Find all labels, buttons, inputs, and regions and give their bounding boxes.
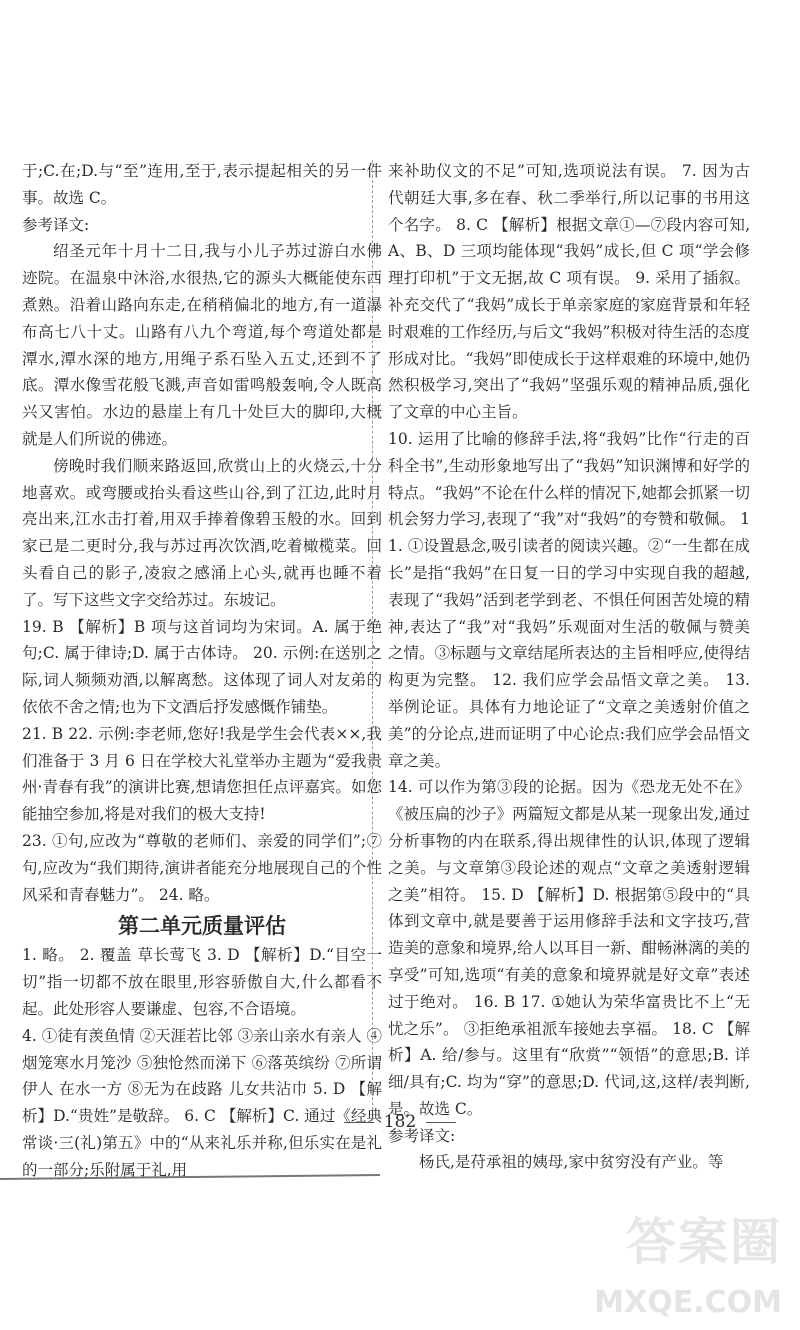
left-paragraph-7: 23. ①句,应改为“尊敬的老师们、亲爱的同学们”;⑦句,应改为“我们期待,演讲者能充分地展现自己的个性风采和青春魅力”。 24. 略。 [22, 831, 382, 904]
right-paragraph-4: 参考译文: [388, 1126, 456, 1145]
page-number-dash-right [426, 1122, 456, 1123]
page-number-value: 182 [383, 1112, 417, 1132]
left-paragraph-5: 19. B 【解析】B 项与这首词均为宋词。A. 属于绝句;C. 属于律诗;D. 属于古体诗。 20. 示例:在送别之际,词人频频劝酒,以解离愁。这体现了词人对友弟的依依不舍之情;也为下文酒后抒发感慨作铺垫。 [22, 617, 382, 716]
right-paragraph-1: 来补助仪文的不足”可知,选项说法有误。 7. 因为古代朝廷大事,多在春、秋二季举行,所以记事的书用这个名字。 8. C 【解析】根据文章①—⑦段内容可知,A、B、D 三项均能体现“我妈”成长,但 C 项“学会修理打印机”于文无据,故 C 项有误。 9. 采用了插叙。补充交代了“我妈”成长于单亲家庭的家庭背景和年轻时艰难的工作经历,与后文“我妈”积极对待生活的态度形成对比。“我妈”即使成长于这样艰难的环境中,她仍然积极学习,突出了“我妈”坚强乐观的精神品质,强化了文章的中心主旨。 [388, 162, 750, 422]
right-column [388, 158, 750, 1176]
watermark-url: MXQE.COM [594, 1285, 782, 1320]
left-paragraph-1: 于;C.在;D.与“至”连用,至于,表示提起相关的另一件事。故选 C。 [22, 162, 382, 207]
left-paragraph-2: 参考译文: [22, 215, 90, 234]
left-paragraph-8: 1. 略。 2. 覆盖 草长莺飞 3. D 【解析】D.“目空一切”指一切都不放在眼里,形容骄傲自大,什么都看不起。此处形容人要谦虚、包容,不合语境。 [22, 946, 382, 1018]
left-column [22, 158, 382, 1183]
column-divider [372, 160, 373, 1110]
watermark-logo: 答案圈 [626, 1213, 782, 1271]
left-paragraph-9: 4. ①徒有羡鱼情 ②天涯若比邻 ③亲山亲水有亲人 ④烟笼寒水月笼沙 ⑤独怆然而涕下 ⑥落英缤纷 ⑦所谓伊人 在水一方 ⑧无为在歧路 儿女共沾巾 5. D 【解析】D.“贵姓”是敬辞。 6. C 【解析】C. 通过《经典常谈·三(礼)第五》中的“从来礼乐并称,但乐实在是礼的一部分;乐附属于礼,用 [22, 1026, 382, 1179]
right-paragraph-5: 杨氏,是苻承祖的姨母,家中贫穷没有产业。等 [419, 1153, 724, 1172]
left-paragraph-6: 21. B 22. 示例:李老师,您好!我是学生会代表××,我们准备于 3 月 6 日在学校大礼堂举办主题为“爱我贵州·青春有我”的演讲比赛,想请您担任点评嘉宾。如您能抽空参加,将是对我们的极大支持! [22, 724, 382, 824]
right-paragraph-2: 10. 运用了比喻的修辞手法,将“我妈”比作“行走的百科全书”,生动形象地写出了“我妈”知识渊博和好学的特点。“我妈”不论在什么样的情况下,她都会抓紧一切机会努力学习,表现了“我”对“我妈”的夸赞和敬佩。 11. ①设置悬念,吸引读者的阅读兴趣。②“一生都在成长”是指“我妈”在日复一日的学习中实现自我的超越,表现了“我妈”活到老学到老、不惧任何困苦处境的精神,表达了“我”对“我妈”乐观面对生活的敬佩与赞美之情。③标题与文章结尾所表达的主旨相呼应,使得结构更为完整。 12. 我们应学会品悟文章之美。 13. 举例论证。具体有力地论证了“文章之美透射价值之美”的分论点,进而证明了中心论点:我们应学会品悟文章之美。 [388, 429, 750, 770]
right-paragraph-3: 14. 可以作为第③段的论据。因为《恐龙无处不在》《被压扁的沙子》两篇短文都是从某一现象出发,通过分析事物的内在联系,得出规律性的认识,体现了逻辑之美。与文章第③段论述的观点“文章之美透射逻辑之美”相符。 15. D 【解析】D. 根据第⑤段中的“具体到文章中,就是要善于运用修辞手法和文字技巧,营造美的意象和境界,给人以耳目一新、酣畅淋漓的美的享受”可知,选项“有美的意象和境界就是好文章”表述过于绝对。 16. B 17. ①她认为荣华富贵比不上“无忧之乐”。 ③拒绝承祖派车接她去享福。 18. C 【解析】A. 给/参与。这里有“欣赏”“领悟”的意思;B. 详细/具有;C. 均为“穿”的意思;D. 代词,这,这样/表判断,是。故选 C。 [388, 778, 750, 1118]
page-number [0, 1112, 800, 1132]
section-title: 第二单元质量评估 [118, 914, 286, 939]
watermark [572, 1202, 782, 1322]
page-number-dash-left [344, 1122, 374, 1123]
left-paragraph-3: 绍圣元年十月十二日,我与小儿子苏过游白水佛迹院。在温泉中沐浴,水很热,它的源头大概能使东西煮熟。沿着山路向东走,在稍稍偏北的地方,有一道瀑布高七八十丈。山路有八九个弯道,每个弯道处都是潭水,潭水深的地方,用绳子系石坠入五丈,还到不了底。潭水像雪花般飞溅,声音如雷鸣般轰响,令人既高兴又害怕。水边的悬崖上有几十处巨大的脚印,大概就是人们所说的佛迹。 [22, 242, 382, 448]
left-paragraph-4: 傍晚时我们顺来路返回,欣赏山上的火烧云,十分地喜欢。或弯腰或抬头看这些山谷,到了江边,此时月亮出来,江水击打着,用双手捧着像碧玉般的水。回到家已是二更时分,我与苏过再次饮酒,吃着橄榄菜。回头看自己的影子,凌寂之感涌上心头,就再也睡不着了。写下这些文字交给苏过。东坡记。 [22, 456, 382, 609]
